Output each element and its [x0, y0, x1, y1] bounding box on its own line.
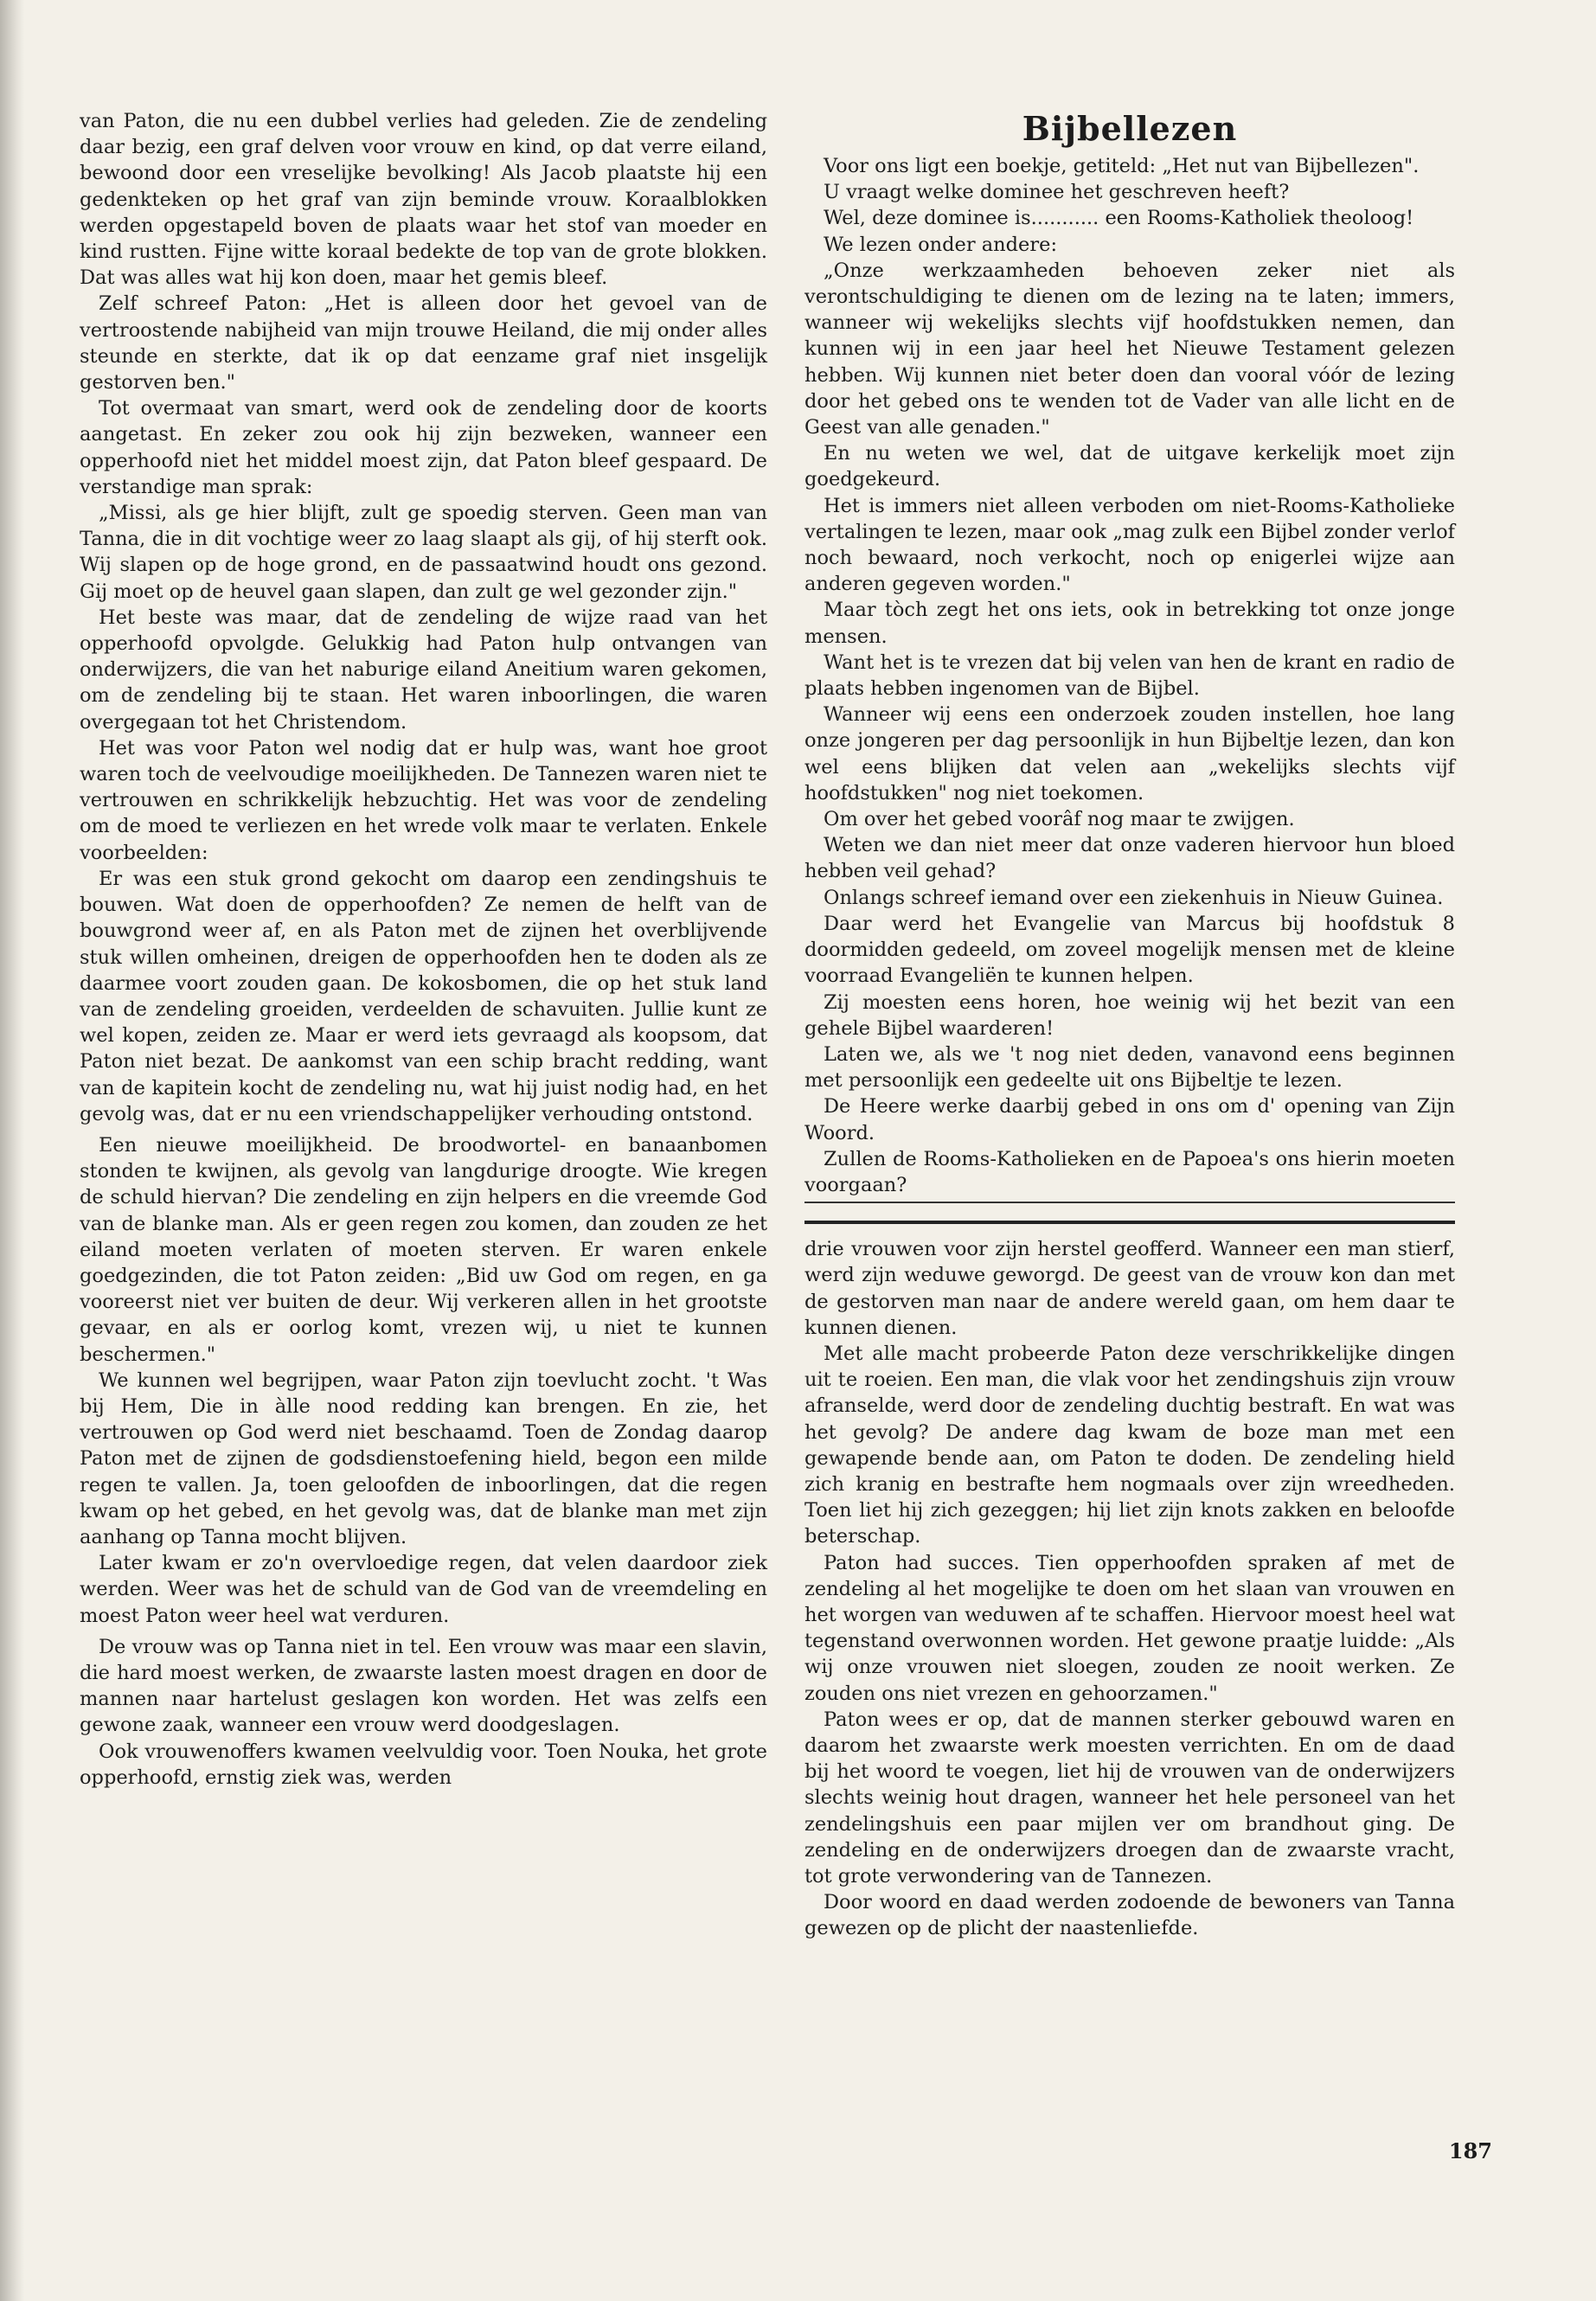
- paragraph: Zelf schreef Paton: „Het is alleen door het gevoel van de vertroostende nabijheid van mijn trouwe Heiland, die mij onder alles steunde en sterkte, dat ik op dat eenzame graf niet insgelijk gestorven ben.": [80, 292, 767, 394]
- paragraph: Laten we, als we 't nog niet deden, vanavond eens beginnen met persoonlijk een gedeelte uit ons Bijbeltje te lezen.: [804, 1042, 1455, 1093]
- paragraph: Met alle macht probeerde Paton deze verschrikkelijke dingen uit te roeien. Een man, die vlak voor het zendingshuis zijn vrouw afranselde, werd door de zendeling duchtig bestraft. En wat was het gevolg? De andere dag kwam de boze man met een gewapende bende aan, om Paton te doden. De zendeling hield zich kranig en bestrafte hem nogmaals over zijn wreedheden. Toen liet hij zich gezeggen; hij liet zijn knots zakken en beloofde beterschap.: [804, 1342, 1455, 1548]
- paragraph: Paton wees er op, dat de mannen sterker gebouwd waren en daarom het zwaarste werk moesten verrichten. En om de daad bij het woord te voegen, liet hij de vrouwen van de onderwijzers slechts weinig hout dragen, wanneer het hele personeel van het zendelingshuis een paar mijlen ver om brandhout ging. De zendeling en de onderwijzers droegen dan de zwaarste vracht, tot grote verwondering van de Tannezen.: [804, 1708, 1455, 1888]
- paragraph: Paton had succes. Tien opperhoofden spraken af met de zendeling al het mogelijke te doen om het slaan van vrouwen en het worgen van weduwen af te schaffen. Hiervoor moest heel wat tegenstand overwonnen worden. Het gewone praatje luidde: „Als wij onze vrouwen niet sloegen, zouden ze nooit werken. Ze zouden ons niet vrezen en gehoorzamen.": [804, 1551, 1455, 1705]
- paragraph: Door woord en daad werden zodoende de bewoners van Tanna gewezen op de plicht der naastenliefde.: [804, 1891, 1455, 1940]
- paragraph: De vrouw was op Tanna niet in tel. Een vrouw was maar een slavin, die hard moest werken, de zwaarste lasten moest dragen en door de mannen naar hartelust geslagen kon worden. Het was zelfs een gewone zaak, wanneer een vrouw werd doodgeslagen.: [80, 1635, 767, 1737]
- paragraph: „Missi, als ge hier blijft, zult ge spoedig sterven. Geen man van Tanna, die in dit vochtige weer zo laag slaapt als gij, of hij sterft ook. Wij slapen op de hoge grond, en de passaatwind houdt ons gezond. Gij moet op de heuvel gaan slapen, dan zult ge wel gezonder zijn.": [80, 502, 767, 603]
- paragraph: van Paton, die nu een dubbel verlies had geleden. Zie de zendeling daar bezig, een graf delven voor vrouw en kind, op dat verre eiland, bewoond door een vreselijke bevolking! Als Jacob plaatste hij een gedenkteken op het graf van zijn beminde vrouw. Koraalblokken werden opgestapeld boven de plaats waar het stof van moeder en kind rustten. Fijne witte koraal bedekte de top van de grote blokken. Dat was alles wat hij kon doen, maar het gemis bleef.: [80, 110, 767, 290]
- paragraph: Onlangs schreef iemand over een ziekenhuis in Nieuw Guinea.: [824, 886, 1444, 909]
- section-divider: [804, 1221, 1455, 1224]
- paragraph: We lezen onder andere:: [824, 233, 1058, 256]
- paragraph: Om over het gebed voorâf nog maar te zwijgen.: [824, 808, 1295, 831]
- paragraph: We kunnen wel begrijpen, waar Paton zijn toevlucht zocht. 't Was bij Hem, Die in àlle nood redding kan brengen. En zie, het vertrouwen op God werd niet beschaamd. Toen de Zondag daarop Paton met de zijnen de godsdienstoefening hield, begon een milde regen te vallen. Ja, toen geloofden de inboorlingen, dat die regen kwam op het gebed, en het gevolg was, dat de blanke man met zijn aanhang op Tanna mocht blijven.: [80, 1368, 767, 1548]
- paragraph: Zullen de Rooms-Katholieken en de Papoea's ons hierin moeten voorgaan?: [804, 1147, 1455, 1196]
- page-edge-shadow: [0, 0, 24, 2301]
- paragraph: Ook vrouwenoffers kwamen veelvuldig voor. Toen Nouka, het grote opperhoofd, ernstig ziek was, werden: [80, 1740, 767, 1789]
- paragraph: Het beste was maar, dat de zendeling de wijze raad van het opperhoofd opvolgde. Gelukkig had Paton hulp ontvangen van onderwijzers, die van het naburige eiland Aneitium waren gekomen, om de zendeling bij te staan. Het waren inboorlingen, die waren overgegaan tot het Christendom.: [80, 606, 767, 734]
- paragraph: Daar werd het Evangelie van Marcus bij hoofdstuk 8 doormidden gedeeld, om zoveel mogelijk mensen met de kleine voorraad Evangeliën te kunnen helpen.: [804, 912, 1455, 988]
- paragraph: Want het is te vrezen dat bij velen van hen de krant en radio de plaats hebben ingenomen van de Bijbel.: [804, 651, 1455, 701]
- paragraph: De Heere werke daarbij gebed in ons om d' opening van Zijn Woord.: [804, 1095, 1455, 1144]
- left-column: [80, 108, 767, 1791]
- page-number: 187: [1448, 2138, 1492, 2163]
- section-end-underline: [804, 1202, 1455, 1203]
- section-title: Bijbellezen: [1022, 109, 1238, 148]
- paragraph: Het is immers niet alleen verboden om niet-Rooms-Katholieke vertalingen te lezen, maar ook „mag zulk een Bijbel zonder verlof noch bewaard, noch verkocht, noch op enigerlei wijze aan anderen gegeven worden.": [804, 494, 1455, 596]
- right-column: [804, 108, 1455, 1942]
- paragraph: Weten we dan niet meer dat onze vaderen hiervoor hun bloed hebben veil gehad?: [804, 834, 1455, 883]
- paragraph: Een nieuwe moeilijkheid. De broodwortel- en banaanbomen stonden te kwijnen, als gevolg van langdurige droogte. Wie kregen de schuld hiervan? Die zendeling en zijn helpers en die vreemde God van de blanke man. Als er geen regen zou komen, dan zouden ze het eiland moeten verlaten of moeten sterven. Er waren enkele goedgezinden, die tot Paton zeiden: „Bid uw God om regen, en ga vooreerst niet ver buiten de deur. Wij verkeren allen in het grootste gevaar, en als er oorlog komt, vrezen wij, u niet te kunnen beschermen.": [80, 1133, 767, 1366]
- paragraph: U vraagt welke dominee het geschreven heeft?: [824, 181, 1290, 204]
- paragraph: Er was een stuk grond gekocht om daarop een zendingshuis te bouwen. Wat doen de opperhoofden? Ze nemen de helft van de bouwgrond weer af, en als Paton met de zijnen het overblijvende stuk willen omheinen, dreigen de opperhoofden hen te doden als ze daarmee voort zouden gaan. De kokosbomen, die op het stuk land van de zendeling groeiden, verdeelden de schavuiten. Jullie kunt ze wel kopen, zeiden ze. Maar er werd iets gevraagd als koopsom, dat Paton niet bezat. De aankomst van een schip bracht redding, want van de kapitein kocht de zendeling nu, wat hij juist nodig had, en het gevolg was, dat er nu een vriendschappelijker verhouding ontstond.: [80, 867, 767, 1125]
- paragraph: En nu weten we wel, dat de uitgave kerkelijk moet zijn goedgekeurd.: [804, 442, 1455, 491]
- paragraph: „Onze werkzaamheden behoeven zeker niet als verontschuldiging te dienen om de lezing na te laten; immers, wanneer wij wekelijks slechts vijf hoofdstukken nemen, dan kunnen wij in een jaar heel het Nieuwe Testament gelezen hebben. Wij kunnen niet beter doen dan vooral vóór de lezing door het gebed ons te wenden tot de Vader van alle licht en de Geest van alle genaden.": [804, 259, 1455, 439]
- paragraph: Zij moesten eens horen, hoe weinig wij het bezit van een gehele Bijbel waarderen!: [804, 990, 1455, 1040]
- paragraph: Het was voor Paton wel nodig dat er hulp was, want hoe groot waren toch de veelvoudige moeilijkheden. De Tannezen waren niet te vertrouwen en schrikkelijk hebzuchtig. Het was voor de zendeling om de moed te verliezen en het wrede volk maar te verlaten. Enkele voorbeelden:: [80, 736, 767, 864]
- paragraph: drie vrouwen voor zijn herstel geofferd. Wanneer een man stierf, werd zijn weduwe geworgd. De geest van de vrouw kon dan met de gestorven man naar de andere wereld gaan, om hem daar te kunnen dienen.: [804, 1238, 1455, 1339]
- paragraph: Voor ons ligt een boekje, getiteld: „Het nut van Bijbellezen".: [824, 155, 1420, 177]
- paragraph: Wel, deze dominee is........... een Rooms-Katholiek theoloog!: [824, 207, 1414, 230]
- paragraph: Tot overmaat van smart, werd ook de zendeling door de koorts aangetast. En zeker zou ook hij zijn bezweken, wanneer een opperhoofd niet het middel moest zijn, dat Paton bleef gespaard. De verstandige man sprak:: [80, 397, 767, 498]
- paragraph: Maar tòch zegt het ons iets, ook in betrekking tot onze jonge mensen.: [804, 599, 1455, 648]
- paragraph: Wanneer wij eens een onderzoek zouden instellen, hoe lang onze jongeren per dag persoonlijk in hun Bijbeltje lezen, dan kon wel eens blijken dat velen aan „wekelijks slechts vijf hoofdstukken" nog niet toekomen.: [804, 703, 1455, 804]
- paragraph: Later kwam er zo'n overvloedige regen, dat velen daardoor ziek werden. Weer was het de schuld van de God van de vreemdeling en moest Paton weer heel wat verduren.: [80, 1552, 767, 1627]
